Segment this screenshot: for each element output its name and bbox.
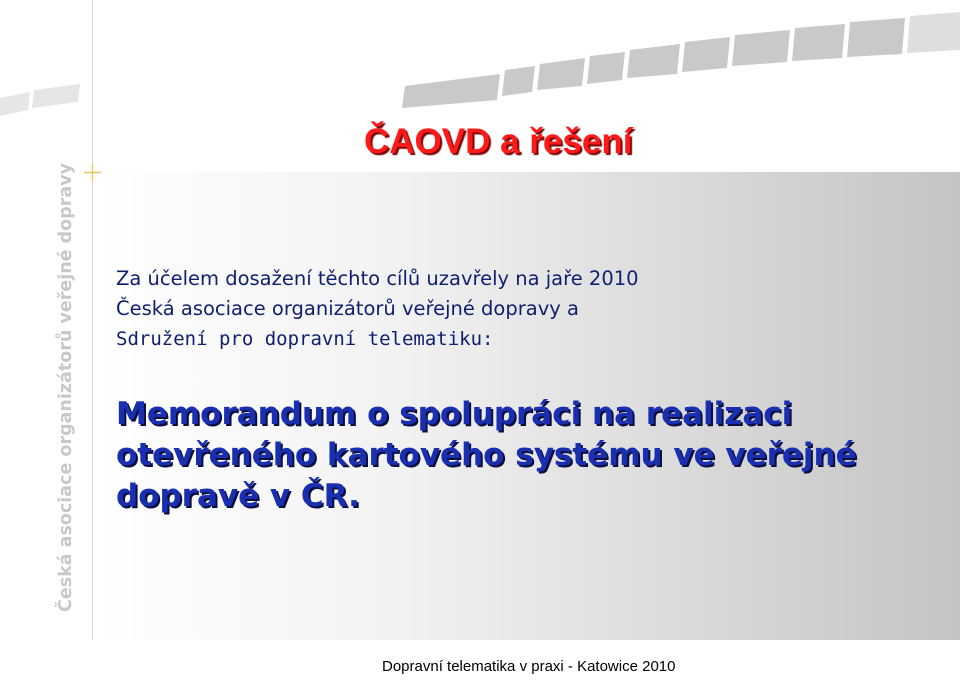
slide-footer: Dopravní telematika v praxi - Katowice 2010 bbox=[382, 658, 676, 675]
side-panel bbox=[0, 172, 92, 640]
side-organization-label: Česká asociace organizátorů veřejné dopravy bbox=[56, 163, 76, 612]
slide-title: ČAOVD a řešení bbox=[364, 122, 633, 161]
intro-paragraph bbox=[116, 264, 936, 354]
memorandum-heading bbox=[116, 394, 946, 517]
intro-line-2: Česká asociace organizátorů veřejné dopravy a bbox=[116, 297, 579, 320]
intro-line-1: Za účelem dosažení těchto cílů uzavřely na jaře 2010 bbox=[116, 267, 639, 290]
crosshair-icon bbox=[84, 164, 101, 181]
intro-line-3: Sdružení pro dopravní telematiku: bbox=[116, 328, 494, 350]
memo-line-3: dopravě v ČR. bbox=[116, 478, 360, 514]
memo-line-1: Memorandum o spolupráci na realizaci bbox=[116, 396, 793, 432]
memo-line-2: otevřeného kartového systému ve veřejné bbox=[116, 437, 857, 473]
decorative-stripes bbox=[0, 0, 960, 130]
